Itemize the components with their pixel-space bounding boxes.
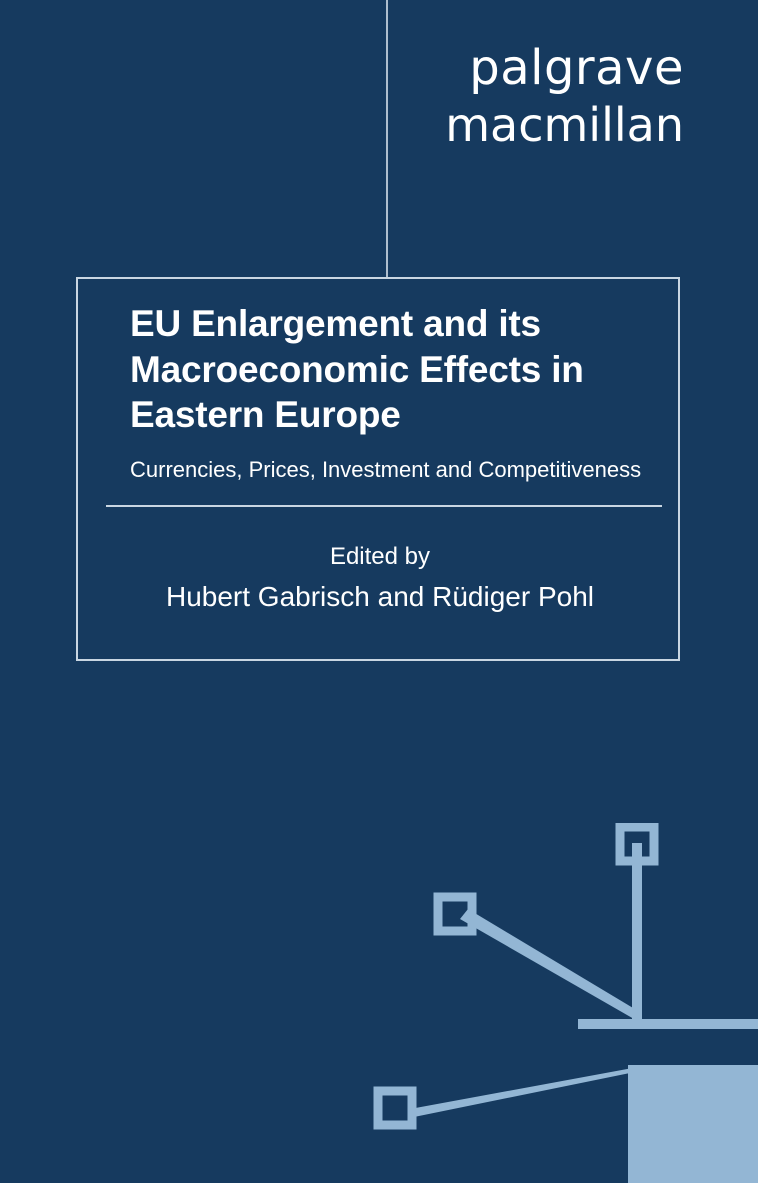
title-frame xyxy=(76,277,680,661)
edited-by-label: Edited by xyxy=(329,543,431,570)
publisher-name-secondary: macmillan xyxy=(445,98,684,152)
network-decoration-graphic xyxy=(338,823,758,1183)
title-divider xyxy=(106,505,662,507)
book-subtitle: Currencies, Prices, Investment and Competitiveness xyxy=(130,456,642,482)
publisher-name-primary: palgrave xyxy=(469,40,684,96)
editors-names: Hubert Gabrisch and Rüdiger Pohl xyxy=(165,581,594,612)
title-frame-inner xyxy=(78,279,678,613)
book-title: EU Enlargement and its Macroeconomic Effects in Eastern Europe xyxy=(130,303,584,435)
publisher-logo xyxy=(384,40,684,152)
